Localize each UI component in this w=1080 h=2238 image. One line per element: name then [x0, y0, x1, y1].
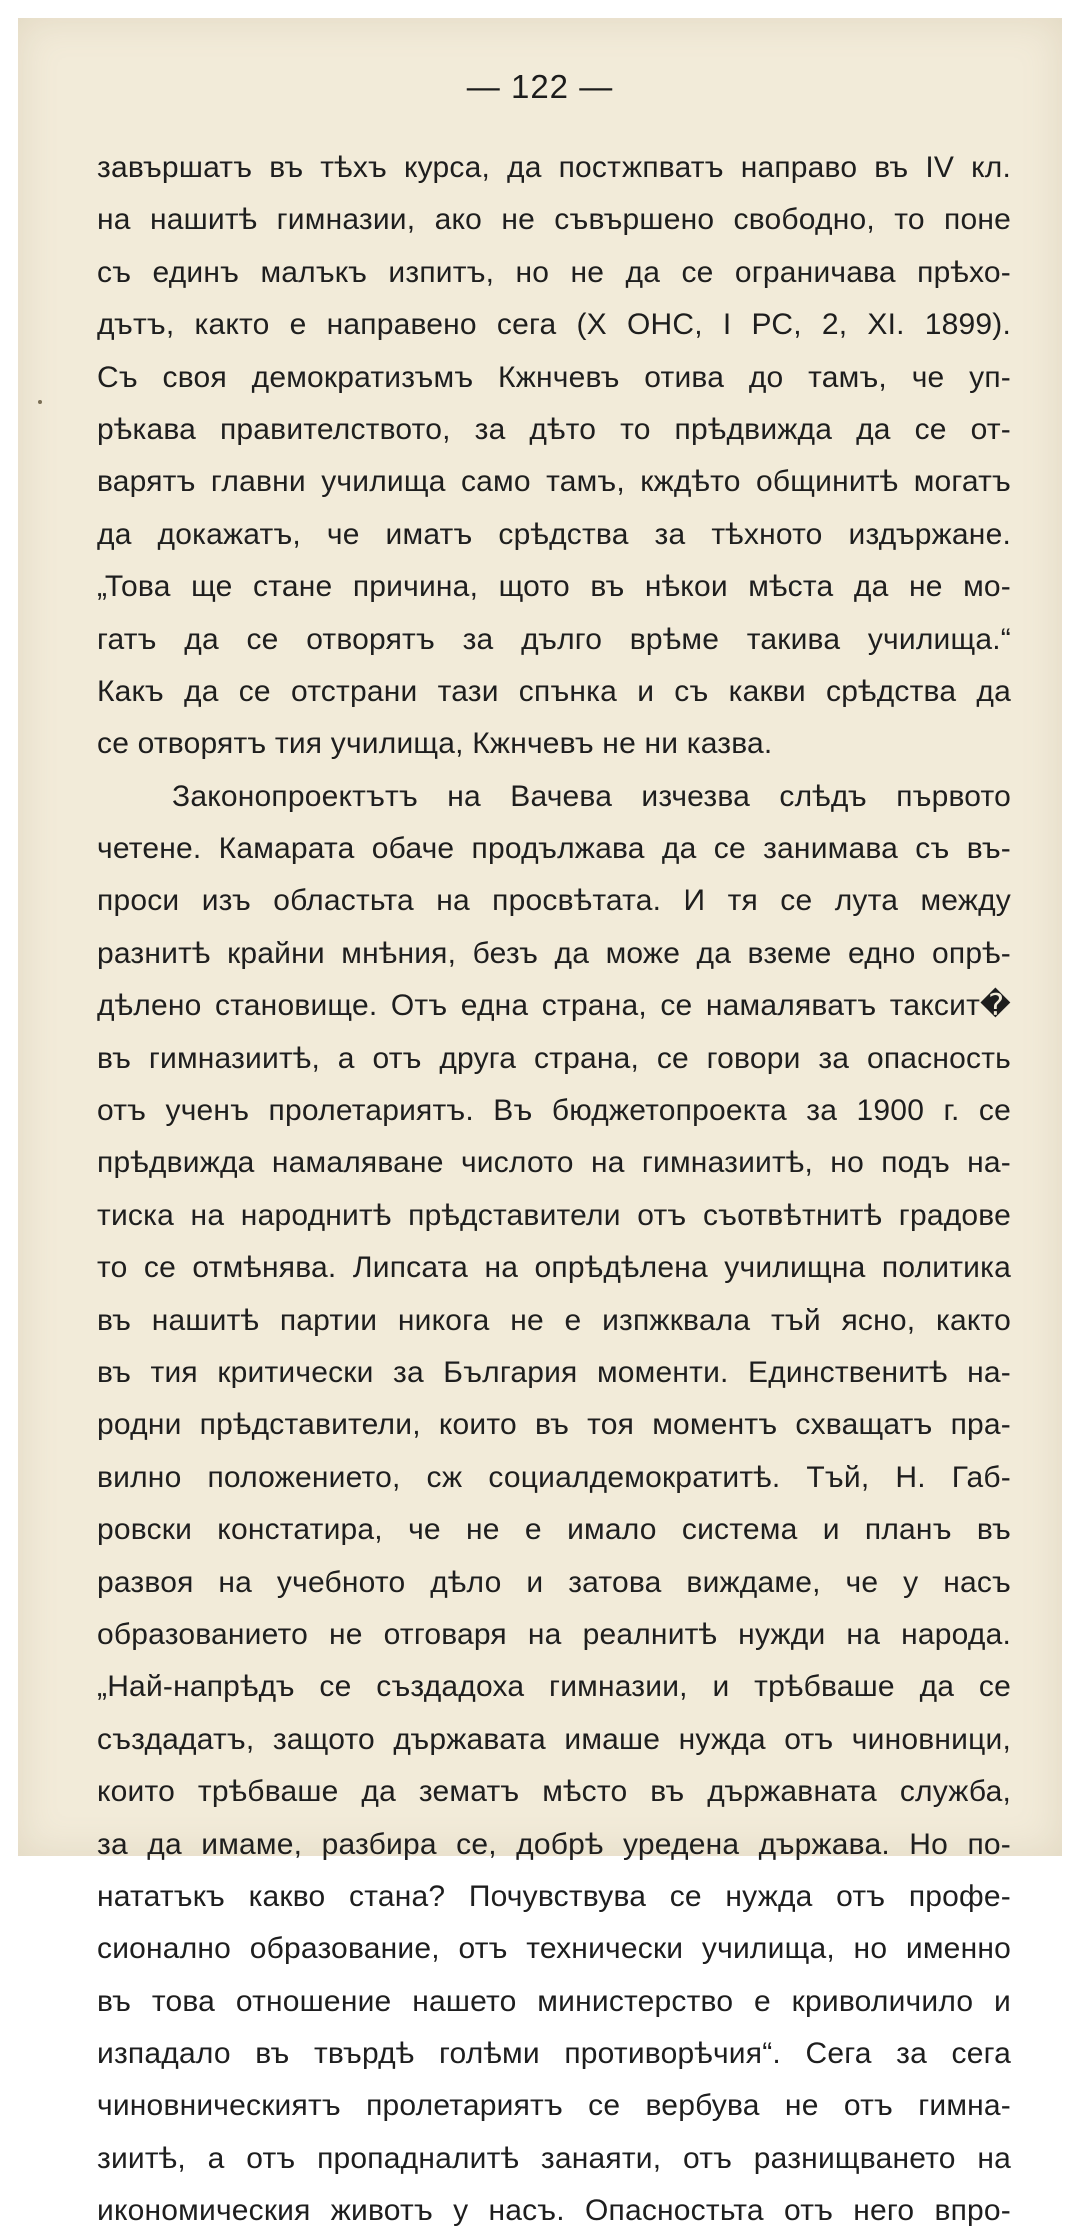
page-number: — 122 — — [466, 68, 614, 105]
text-line: съ единъ малъкъ изпитъ, но не да се ограничава прѣхо- — [97, 255, 1011, 289]
text-line: отъ ученъ пролетариятъ. Въ бюджетопроекта за 1900 г. се — [97, 1094, 1011, 1128]
text-line: прѣдвижда намаляване числото на гимназиитѣ, но подъ на- — [97, 1146, 1011, 1180]
text-line: „Най-напрѣдъ се създадоха гимназии, и трѣбваше да се — [97, 1670, 1011, 1704]
text-line: на нашитѣ гимназии, ако не съвършено свободно, то поне — [97, 203, 1011, 237]
text-line: вилно положението, сж социалдемократитѣ. Тъй, Н. Габ- — [97, 1460, 1011, 1494]
paragraph-start-line: Законопроектътъ на Вачева изчезва слѣдъ първото — [172, 779, 1011, 813]
margin-speck — [38, 400, 42, 404]
text-line: създадатъ, защото държавата имаше нужда отъ чиновници, — [97, 1722, 1011, 1756]
text-line: рѣкава правителството, за дѣто то прѣдвижда да се от- — [97, 412, 1011, 446]
text-line: ровски констатира, че не е имало система и планъ въ — [97, 1513, 1011, 1547]
text-line: развоя на учебното дѣло и затова виждаме, че у насъ — [97, 1565, 1011, 1599]
text-line: Съ своя демократизъмъ Кжнчевъ отива до тамъ, че уп- — [97, 360, 1011, 394]
text-line: въ гимназиитѣ, а отъ друга страна, се говори за опасность — [97, 1041, 1011, 1075]
text-line: разнитѣ крайни мнѣния, безъ да може да вземе едно опрѣ- — [97, 936, 1011, 970]
text-line: родни прѣдставители, които въ тоя моментъ схващатъ пра- — [97, 1408, 1011, 1442]
text-line: зиитѣ, а отъ пропадналитѣ занаяти, отъ разнищването на — [97, 2141, 1011, 2175]
text-line: въ нашитѣ партии никога не е изпжквала тъй ясно, както — [97, 1303, 1011, 1337]
text-line: Какъ да се отстрани тази спънка и съ какви срѣдства да — [97, 674, 1011, 708]
page-text — [97, 142, 1011, 2238]
text-line: проси изъ областьта на просвѣтата. И тя се лута между — [97, 884, 1011, 918]
text-line: завършатъ въ тѣхъ курса, да постжпватъ направо въ IV кл. — [97, 151, 1011, 184]
text-line: образованието не отговаря на реалнитѣ нужди на народа. — [97, 1617, 1011, 1651]
text-line: въ това отношение нашето министерство е криволичило и — [97, 1984, 1011, 2018]
text-line: варятъ главни училища само тамъ, кждѣто общинитѣ могатъ — [97, 465, 1011, 499]
text-line: нататъкъ какво стана? Почувствува се нужда отъ профе- — [97, 1879, 1011, 1913]
text-line: дѣлено становище. Отъ една страна, се намаляватъ таксит� — [97, 989, 1011, 1023]
text-line: сионално образование, отъ технически училища, но именно — [97, 1932, 1011, 1966]
text-line: гатъ да се отворятъ за дълго врѣме такива училища.“ — [97, 622, 1011, 656]
text-line: изпадало въ твърдѣ голѣми противорѣчия“. Сега за сега — [97, 2037, 1011, 2071]
text-line: икономическия животъ у насъ. Опасностьта отъ него впро- — [97, 2194, 1011, 2228]
text-line: тиска на народнитѣ прѣдставители отъ съотвѣтнитѣ градове — [97, 1198, 1011, 1232]
text-line: които трѣбваше да зематъ мѣсто въ държавната служба, — [97, 1775, 1011, 1809]
text-line: чиновническиятъ пролетариятъ се вербува не отъ гимна- — [97, 2089, 1011, 2123]
text-line: четене. Камарата обаче продължава да се занимава съ въ- — [97, 832, 1011, 866]
text-line: въ тия критически за България моменти. Единственитѣ на- — [97, 1355, 1011, 1389]
text-line: „Това ще стане причина, щото въ нѣкои мѣста да не мо- — [97, 570, 1011, 604]
text-line: дътъ, както е направено сега (X ОНС, I РС, 2, XI. 1899). — [97, 308, 1011, 342]
text-line: за да имаме, разбира се, добрѣ уредена държава. Но по- — [97, 1827, 1011, 1861]
text-line: то се отмѣнява. Липсата на опрѣдѣлена училищна политика — [97, 1251, 1011, 1285]
paragraph-end-line: се отворятъ тия училища, Кжнчевъ не ни казва. — [97, 727, 773, 761]
text-line: да докажатъ, че иматъ срѣдства за тѣхното издържане. — [97, 517, 1011, 551]
